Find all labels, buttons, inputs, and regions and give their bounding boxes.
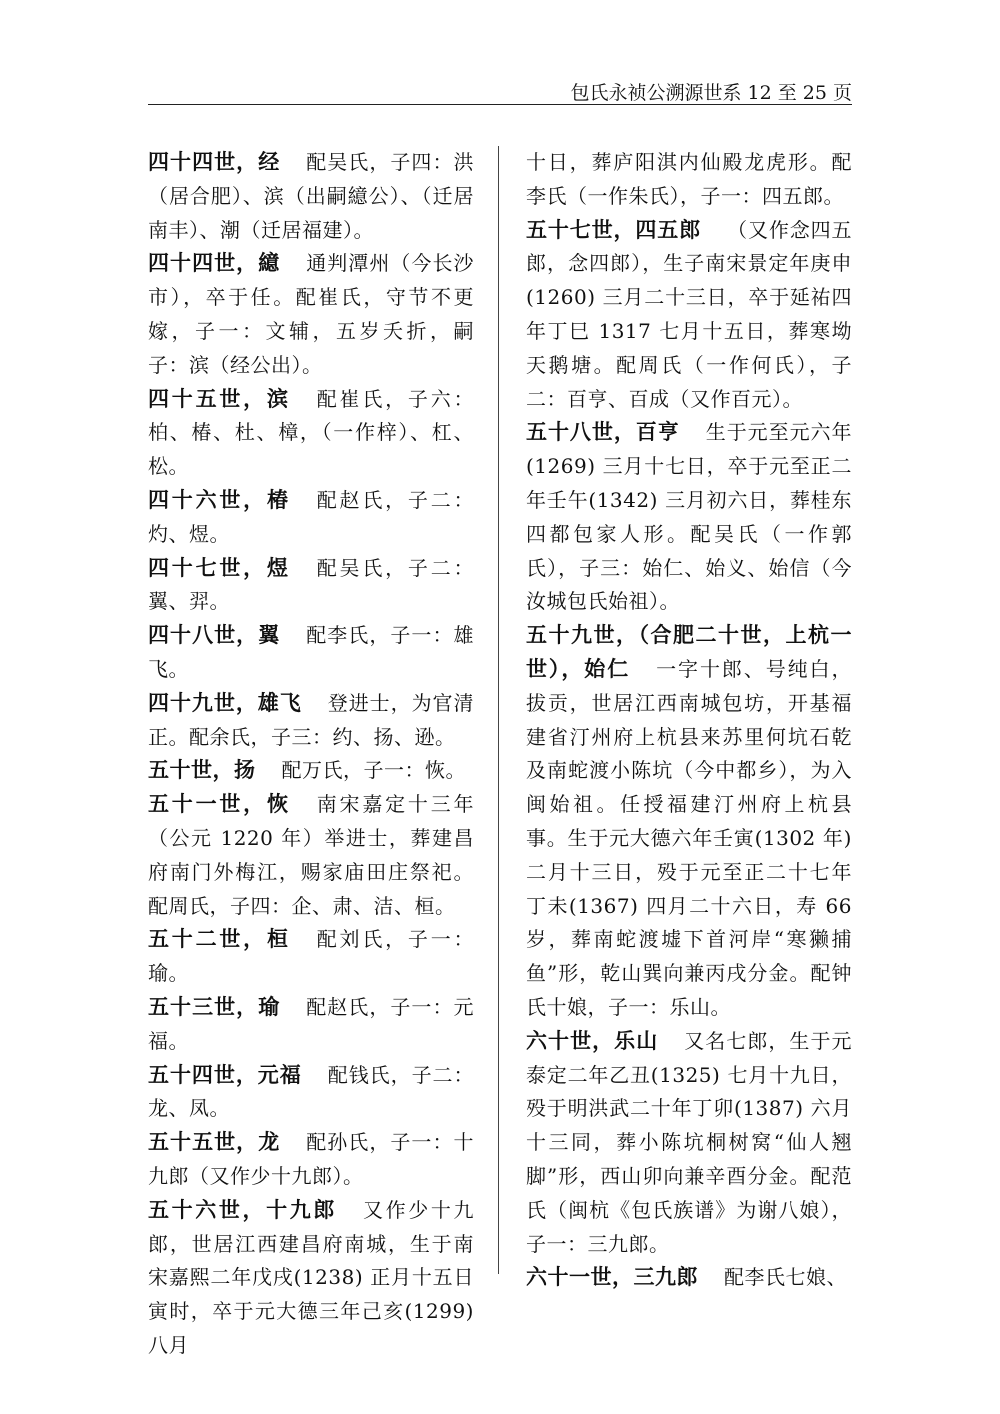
- genealogy-entry: [148, 383, 474, 484]
- entry-text: 又名七郎，生于元泰定二年乙丑(1325) 七月十九日，殁于明洪武二十年丁卯(1387) 六月十三同，葬小陈坑桐树窝“仙人翘脚”形，西山卯向兼辛酉分金。配范氏（闽杭《包氏族谱》为谢八娘），子一：三九郎。: [526, 1028, 853, 1256]
- genealogy-entry: [148, 552, 474, 620]
- entry-text: 配孙氏，子一：十九郎（又作少十九郎）。: [148, 1130, 475, 1188]
- genealogy-entry: [148, 991, 474, 1059]
- generation-heading: 五十四世，元福: [148, 1062, 302, 1087]
- genealogy-entry: [148, 1126, 474, 1194]
- generation-heading: 四十九世，雄飞: [148, 690, 302, 715]
- header-rule: [148, 104, 852, 105]
- entry-text: 又作少十九郎，世居江西建昌府南城，生于南宋嘉熙二年戊戌(1238) 正月十五日寅时，卒于元大德三年己亥(1299) 八月: [148, 1197, 474, 1357]
- genealogy-entry: [526, 1025, 852, 1262]
- generation-heading: 四十八世，翼: [148, 623, 281, 648]
- entry-text: 登进士，为官清正。配余氏，子三：约、扬、逊。: [148, 690, 475, 749]
- generation-heading: 五十八世，百亨: [526, 420, 680, 445]
- entry-text: 配吴氏，子二：翼、羿。: [148, 555, 474, 614]
- generation-heading: 四十四世，经: [148, 150, 281, 174]
- generation-heading: 五十九世，（合肥二十世，上杭一世），始仁: [526, 623, 852, 681]
- genealogy-entry: [526, 214, 852, 417]
- genealogy-entry: [148, 1194, 474, 1363]
- genealogy-entry: [148, 619, 474, 687]
- continued-text: 十日，葬庐阳淇内仙殿龙虎形。配李氏（一作朱氏），子一：四五郎。: [526, 150, 852, 208]
- generation-heading: 四十六世，椿: [148, 487, 291, 512]
- generation-heading: 六十一世，三九郎: [526, 1265, 698, 1290]
- right-column: [526, 146, 852, 1295]
- entry-text: 配刘氏，子一：瑜。: [148, 927, 474, 986]
- genealogy-entry: [526, 1261, 852, 1295]
- entry-text: 一字十郎、号纯白，拔贡，世居江西南城包坊，开基福建省汀州府上杭县来苏里何坑石乾及南蛇渡小陈坑（今中都乡），为入闽始祖。任授福建汀州府上杭县事。生于元大德六年壬寅(1302 年) 二月十三日，殁于元至正二十七年丁未(1367) 四月二十六日，寿 66 岁，葬南蛇渡墟下首河岸“寒獭捕鱼”形，乾山巽向兼丙戌分金。配钟氏十娘，子一：乐山。: [526, 656, 853, 1019]
- genealogy-entry: [148, 247, 474, 382]
- generation-heading: 五十六世，十九郎: [148, 1197, 337, 1222]
- generation-heading: 四十四世，繶: [148, 251, 281, 276]
- genealogy-entry: [148, 1059, 474, 1127]
- generation-heading: 五十世，扬: [148, 758, 256, 783]
- entry-text: 配赵氏，子一：元福。: [148, 994, 475, 1053]
- genealogy-entry: [148, 754, 474, 788]
- generation-heading: 五十二世，桓: [148, 927, 291, 952]
- entry-text: 配万氏，子一：恢。: [281, 758, 466, 783]
- generation-heading: 五十三世，瑜: [148, 994, 281, 1019]
- genealogy-entry: [148, 687, 474, 755]
- genealogy-entry: [148, 146, 474, 247]
- generation-heading: 五十七世，四五郎: [526, 217, 702, 242]
- genealogy-entry: [148, 788, 474, 923]
- entry-text: 配李氏七娘、: [724, 1265, 847, 1290]
- column-divider: [498, 146, 499, 1274]
- generation-heading: 五十一世，恢: [148, 792, 291, 817]
- running-header: 包氏永祯公溯源世系 12 至 25 页: [570, 82, 852, 104]
- entry-text: 南宋嘉定十三年（公元 1220 年）举进士，葬建昌府南门外梅江，赐家庙田庄祭祀。配周氏，子四：企、肃、洁、桓。: [148, 792, 474, 918]
- generation-heading: 六十世，乐山: [526, 1028, 659, 1053]
- entry-text: 配吴氏，子四：洪（居合肥）、滨（出嗣繶公）、（迁居南丰）、潮（迁居福建）。: [148, 150, 475, 242]
- left-column: [148, 146, 474, 1363]
- entry-text: 配赵氏，子二：灼、煜。: [148, 487, 474, 546]
- genealogy-entry: [526, 416, 852, 619]
- genealogy-entry: [148, 484, 474, 552]
- generation-heading: 五十五世，龙: [148, 1130, 281, 1155]
- genealogy-entry: [148, 923, 474, 991]
- genealogy-entry: [526, 619, 852, 1025]
- entry-text: （又作念四五郎，念四郎），生子南宋景定年庚申(1260) 三月二十三日，卒于延祐四年丁巳 1317 七月十五日，葬寒坳天鹅塘。配周氏（一作何氏），子二：百亨、百成（又作百元）。: [526, 217, 853, 411]
- generation-heading: 四十五世，滨: [148, 386, 291, 411]
- entry-text: 配李氏，子一：雄飞。: [148, 623, 475, 681]
- entry-text: 配钱氏，子二：龙、凤。: [148, 1062, 475, 1121]
- entry-text: 生于元至元六年(1269) 三月十七日，卒于元至正二年壬午(1342) 三月初六日，葬桂东四都包家人形。配吴氏（一作郭氏），子三：始仁、始义、始信（今汝城包氏始祖）。: [526, 420, 853, 614]
- entry-text: 通判潭州（今长沙市），卒于任。配崔氏，守节不更嫁，子一：文辅，五岁夭折，嗣子：滨（经公出）。: [148, 251, 475, 377]
- generation-heading: 四十七世，煜: [148, 555, 291, 580]
- entry-text: 配崔氏，子六：柏、椿、杜、樟，（一作梓）、杠、松。: [148, 386, 474, 479]
